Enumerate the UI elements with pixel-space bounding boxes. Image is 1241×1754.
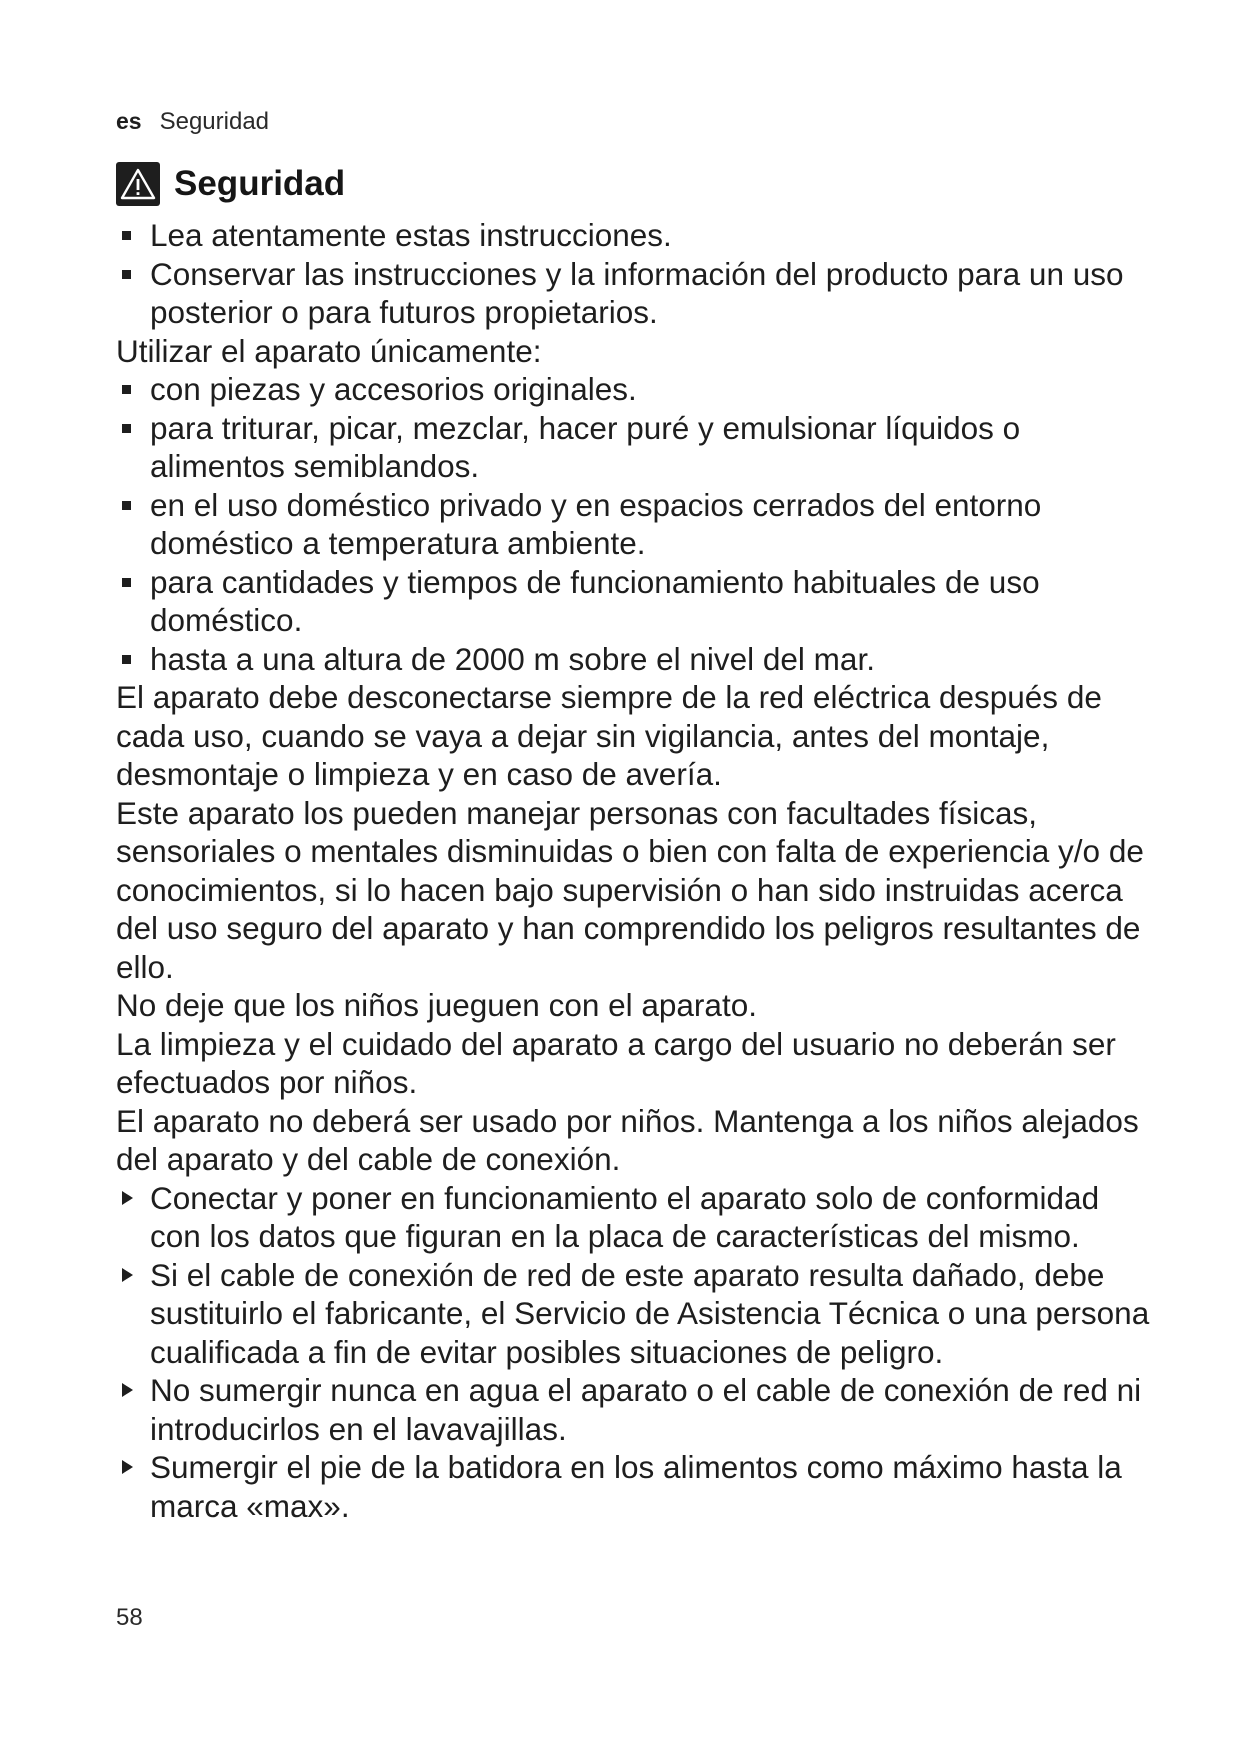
safety-paragraph: El aparato debe desconectarse siempre de la red eléctrica después de cada uso, cuando se vaya a dejar sin vigilancia, antes del montaje, desmontaje o limpieza y en caso de avería.	[116, 679, 1102, 792]
page-title: Seguridad	[174, 164, 346, 203]
intro-bullet: Conservar las instrucciones y la información del producto para un uso posterior o para futuros propietarios.	[116, 255, 1156, 332]
header-section-title: Seguridad	[159, 108, 270, 135]
safety-paragraph: La limpieza y el cuidado del aparato a cargo del usuario no deberán ser efectuados por niños.	[116, 1025, 1116, 1100]
running-header	[116, 108, 1156, 148]
section-title-row	[116, 156, 1156, 212]
language-code: es	[116, 108, 142, 134]
safety-paragraph: No deje que los niños jueguen con el aparato.	[116, 987, 757, 1023]
action-item: Conectar y poner en funcionamiento el aparato solo de conformidad con los datos que figuran en la placa de características del mismo.	[116, 1179, 1156, 1256]
safety-paragraph: El aparato no deberá ser usado por niños. Mantenga a los niños alejados del aparato y del cable de conexión.	[116, 1102, 1139, 1177]
page-number: 58	[116, 1604, 143, 1631]
action-item: Sumergir el pie de la batidora en los alimentos como máximo hasta la marca «max».	[116, 1448, 1156, 1525]
safety-content	[116, 216, 1156, 1525]
usage-bullet: para triturar, picar, mezclar, hacer puré y emulsionar líquidos o alimentos semiblandos.	[116, 409, 1156, 486]
usage-bullet: para cantidades y tiempos de funcionamiento habituales de uso doméstico.	[116, 563, 1156, 640]
action-item: Si el cable de conexión de red de este aparato resulta dañado, debe sustituirlo el fabricante, el Servicio de Asistencia Técnica o una persona cualificada a fin de evitar posibles situaciones de peligro.	[116, 1256, 1156, 1372]
usage-heading: Utilizar el aparato únicamente:	[116, 332, 542, 369]
intro-bullet: Lea atentamente estas instrucciones.	[116, 216, 1156, 255]
action-item: No sumergir nunca en agua el aparato o el cable de conexión de red ni introducirlos en el lavavajillas.	[116, 1371, 1156, 1448]
document-page	[116, 108, 1156, 1525]
usage-bullet: con piezas y accesorios originales.	[116, 370, 1156, 409]
warning-triangle-icon	[116, 162, 160, 206]
usage-bullet: hasta a una altura de 2000 m sobre el nivel del mar.	[116, 640, 1156, 679]
safety-paragraph: Este aparato los pueden manejar personas con facultades físicas, sensoriales o mentales disminuidas o bien con falta de experiencia y/o de conocimientos, si lo hacen bajo supervisión o han sido instruidas acerca del uso seguro del aparato y han comprendido los peligros resultantes de ello.	[116, 794, 1144, 985]
usage-bullet: en el uso doméstico privado y en espacios cerrados del entorno doméstico a temperatura ambiente.	[116, 486, 1156, 563]
